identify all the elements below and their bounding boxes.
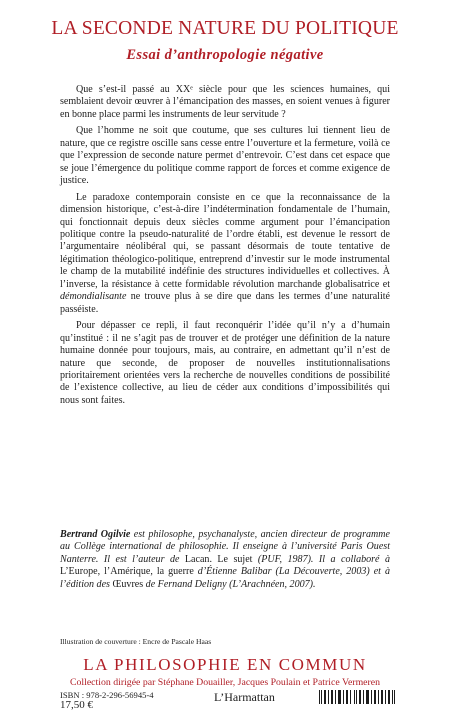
blurb xyxy=(60,84,390,411)
publisher-logo xyxy=(214,690,275,705)
blurb-paragraph: Que s’est-il passé au XXᵉ siècle pour que les sciences humaines, qui semblaient devoir œuvrer à l’émancipation des masses, en soient venues à figurer en bonne place parmi les instruments de leur servitude ? xyxy=(60,84,390,120)
series-collection: Collection dirigée par Stéphane Douailler, Jacques Poulain et Patrice Vermeren xyxy=(69,677,381,688)
book-subtitle: Essai d’anthropologie négative xyxy=(126,47,324,63)
author-bio: Bertrand Ogilvie est philosophe, psychanalyste, ancien directeur de programme au Collège international de philosophie. Il enseigne à l’université Paris Ouest Nanterre. Il est l’auteur de Lacan. Le sujet (PUF, 1987). Il a collaboré à L’Europe, l’Amérique, la guerre d’Étienne Balibar (La Découverte, 2003) et à l’édition des Œuvres de Fernand Deligny (L’Arachnéen, 2007). xyxy=(60,529,390,590)
blurb-paragraph: Pour dépasser ce repli, il faut reconquérir l’idée qu’il n’y a d’humain qu’institué : il ne s’agit pas de trouver et de protéger une définition de la nature humaine donnée pour toujours, mais, au contraire, en admettant qu’il n’est de nature que seconde, de proposer de nouvelles institutionnalisations prioritairement orientées vers la recherche de nouvelles conditions de possibilité de l’existence collective, au lieu de céder aux conditions d’impossibilités qui nous sont faites. xyxy=(60,320,390,406)
publisher-name: L’Harmattan xyxy=(214,690,275,704)
blurb-paragraph: Le paradoxe contemporain consiste en ce que la reconnaissance de la dimension historique, c’est-à-dire l’indétermination fondamentale de l’humain, qui fonctionnait depuis deux siècles comme argument pour l’émancipation politique contre la pseudo-naturalité de l’ordre établi, est devenue le ressort de l’argumentaire néolibéral qui, se passant désormais de toute tentative de légitimation théologico-politique, entreprend d’investir sur le mode instrumental le champ de la mutabilité indéfinie des structures individuelles et collectives. À l’inverse, la résistance à cette formidable révolution marchande globalisatrice et démondialisante ne trouve plus à se dire que dans les termes d’une naturalité passéiste. xyxy=(60,191,390,315)
series-name: LA PHILOSOPHIE EN COMMUN xyxy=(83,655,367,674)
price: 17,50 € xyxy=(60,699,93,711)
author-name: Bertrand Ogilvie xyxy=(60,529,131,540)
blurb-paragraph: Que l’homme ne soit que coutume, que ses cultures lui tiennent lieu de nature, que ce registre oscille sans cesse entre l’ouverture et la fermeture, voilà ce que l’expression de seconde nature permet d’entrevoir. C’est dans cet espace que se joue l’émergence du politique comme rapport de forces et comme exigence de justice. xyxy=(60,125,390,187)
book-title: LA SECONDE NATURE DU POLITIQUE xyxy=(51,18,399,39)
barcode xyxy=(318,690,396,704)
isbn: ISBN : 978-2-296-56945-4 xyxy=(60,690,154,700)
cover-credit: Illustration de couverture : Encre de Pascale Haas xyxy=(60,637,212,646)
